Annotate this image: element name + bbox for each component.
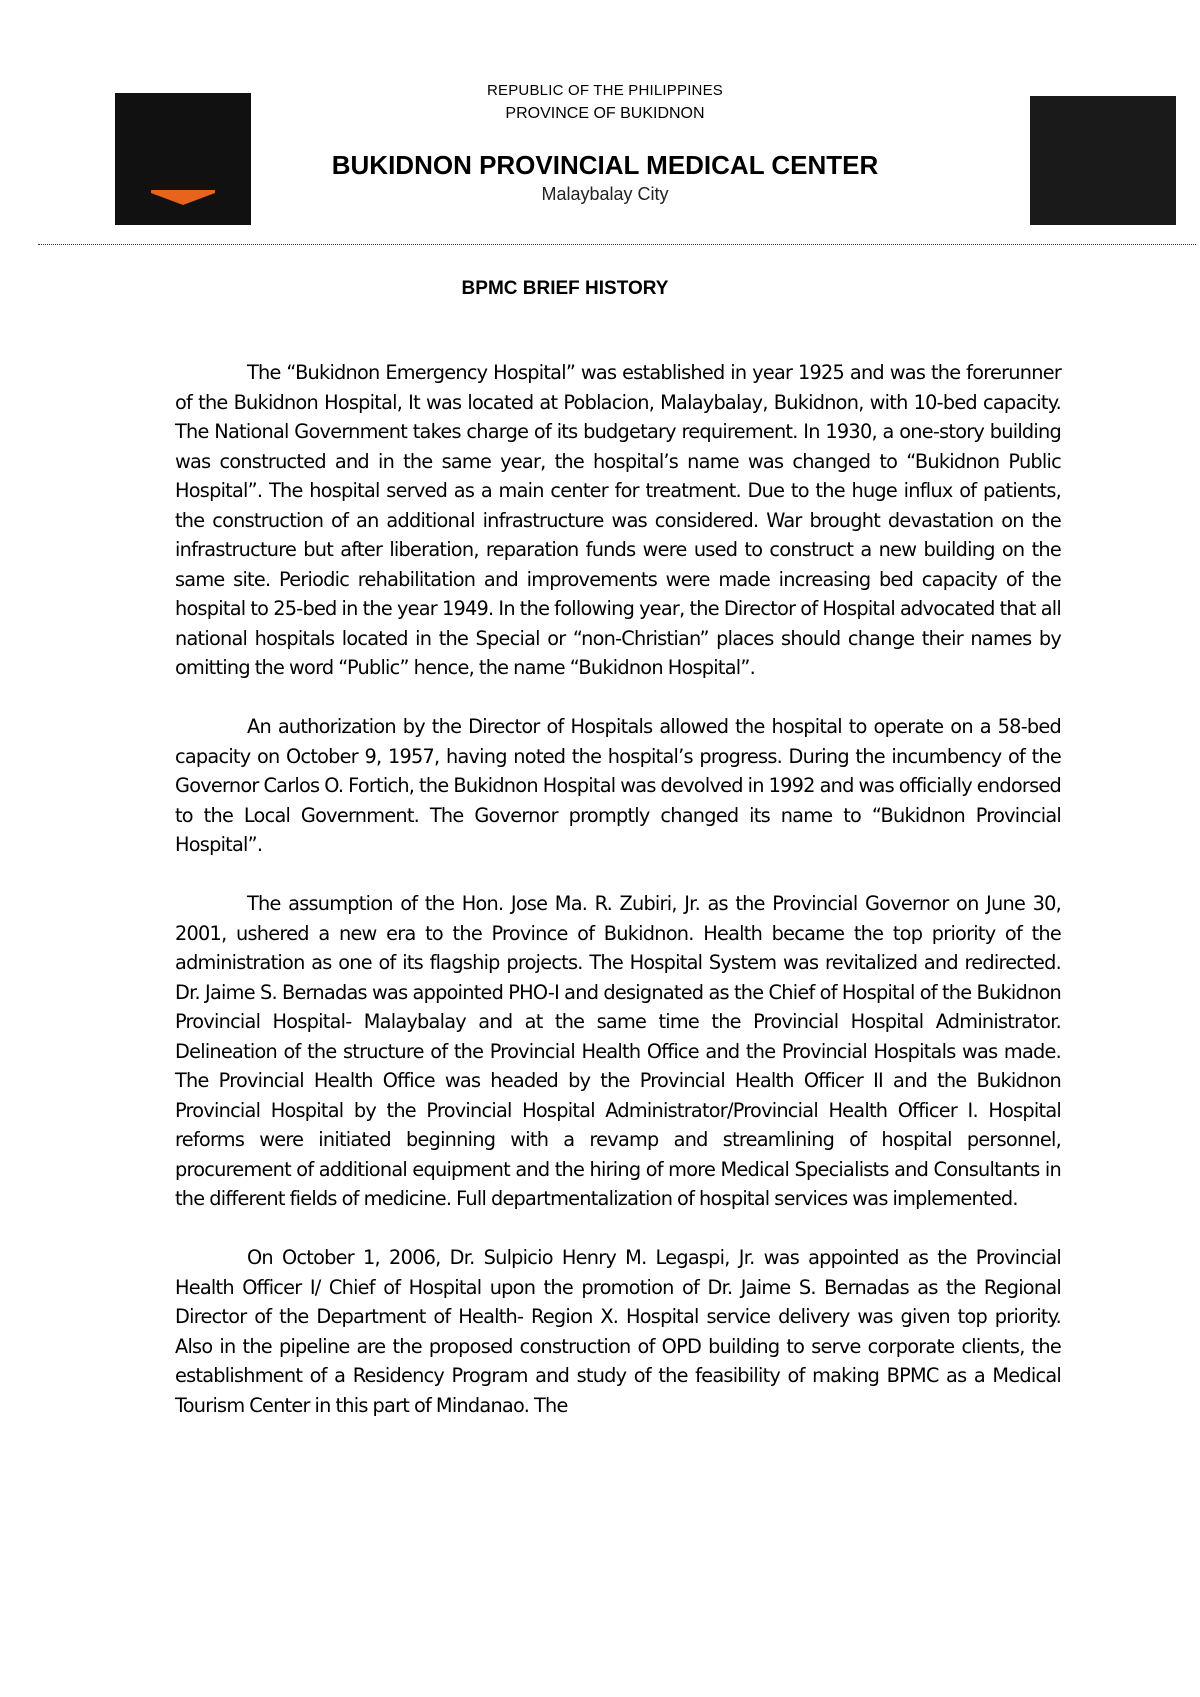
history-paragraph-3: The assumption of the Hon. Jose Ma. R. Zubiri, Jr. as the Provincial Governor on June 30, 2001, ushered a new era to the Province of Bukidnon. Health became the top priority of the administration as one of its flagship projects. The Hospital System was revitalized and redirected. Dr. Jaime S. Bernadas was appointed PHO-I and designated as the Chief of Hospital of the Bukidnon Provincial Hospital- Malaybalay and at the same time the Provincial Hospital Administrator. Delineation of the structure of the Provincial Health Office and the Provincial Hospitals was made. The Provincial Health Office was headed by the Provincial Health Officer II and the Bukidnon Provincial Hospital by the Provincial Hospital Administrator/Provincial Health Officer I. Hospital reforms were initiated beginning with a revamp and streamlining of hospital personnel, procurement of additional equipment and the hiring of more Medical Specialists and Consultants in the different fields of medicine. Full departmentalization of hospital services was implemented. bbox=[175, 892, 1061, 1210]
logo-accent-chevron bbox=[151, 193, 215, 205]
document-title: BPMC BRIEF HISTORY bbox=[461, 278, 669, 299]
header-divider bbox=[38, 244, 1196, 245]
document-body bbox=[175, 358, 1061, 1450]
header-city: Malaybalay City bbox=[541, 184, 669, 204]
header-republic: REPUBLIC OF THE PHILIPPINES bbox=[486, 82, 724, 99]
header-province: PROVINCE OF BUKIDNON bbox=[505, 105, 705, 122]
hospital-logo bbox=[1030, 96, 1176, 225]
history-paragraph-2: An authorization by the Director of Hospitals allowed the hospital to operate on a 58-bed capacity on October 9, 1957, having noted the hospital’s progress. During the incumbency of the Governor Carlos O. Fortich, the Bukidnon Hospital was devolved in 1992 and was officially endorsed to the Local Government. The Governor promptly changed its name to “Bukidnon Provincial Hospital”. bbox=[175, 715, 1061, 856]
provincial-seal-logo bbox=[115, 93, 251, 225]
history-paragraph-1: The “Bukidnon Emergency Hospital” was established in year 1925 and was the forerunner of the Bukidnon Hospital, It was located at Poblacion, Malaybalay, Bukidnon, with 10-bed capacity. The National Government takes charge of its budgetary requirement. In 1930, a one-story building was constructed and in the same year, the hospital’s name was changed to “Bukidnon Public Hospital”. The hospital served as a main center for treatment. Due to the huge influx of patients, the construction of an additional infrastructure was considered. War brought devastation on the infrastructure but after liberation, reparation funds were used to construct a new building on the same site. Periodic rehabilitation and improvements were made increasing bed capacity of the hospital to 25-bed in the year 1949. In the following year, the Director of Hospital advocated that all national hospitals located in the Special or “non-Christian” places should change their names by omitting the word “Public” hence, the name “Bukidnon Hospital”. bbox=[175, 361, 1061, 679]
header-organization: BUKIDNON PROVINCIAL MEDICAL CENTER bbox=[331, 150, 879, 180]
history-paragraph-4: On October 1, 2006, Dr. Sulpicio Henry M. Legaspi, Jr. was appointed as the Provincial Health Officer I/ Chief of Hospital upon the promotion of Dr. Jaime S. Bernadas as the Regional Director of the Department of Health- Region X. Hospital service delivery was given top priority. Also in the pipeline are the proposed construction of OPD building to serve corporate clients, the establishment of a Residency Program and study of the feasibility of making BPMC as a Medical Tourism Center in this part of Mindanao. The bbox=[175, 1246, 1061, 1417]
